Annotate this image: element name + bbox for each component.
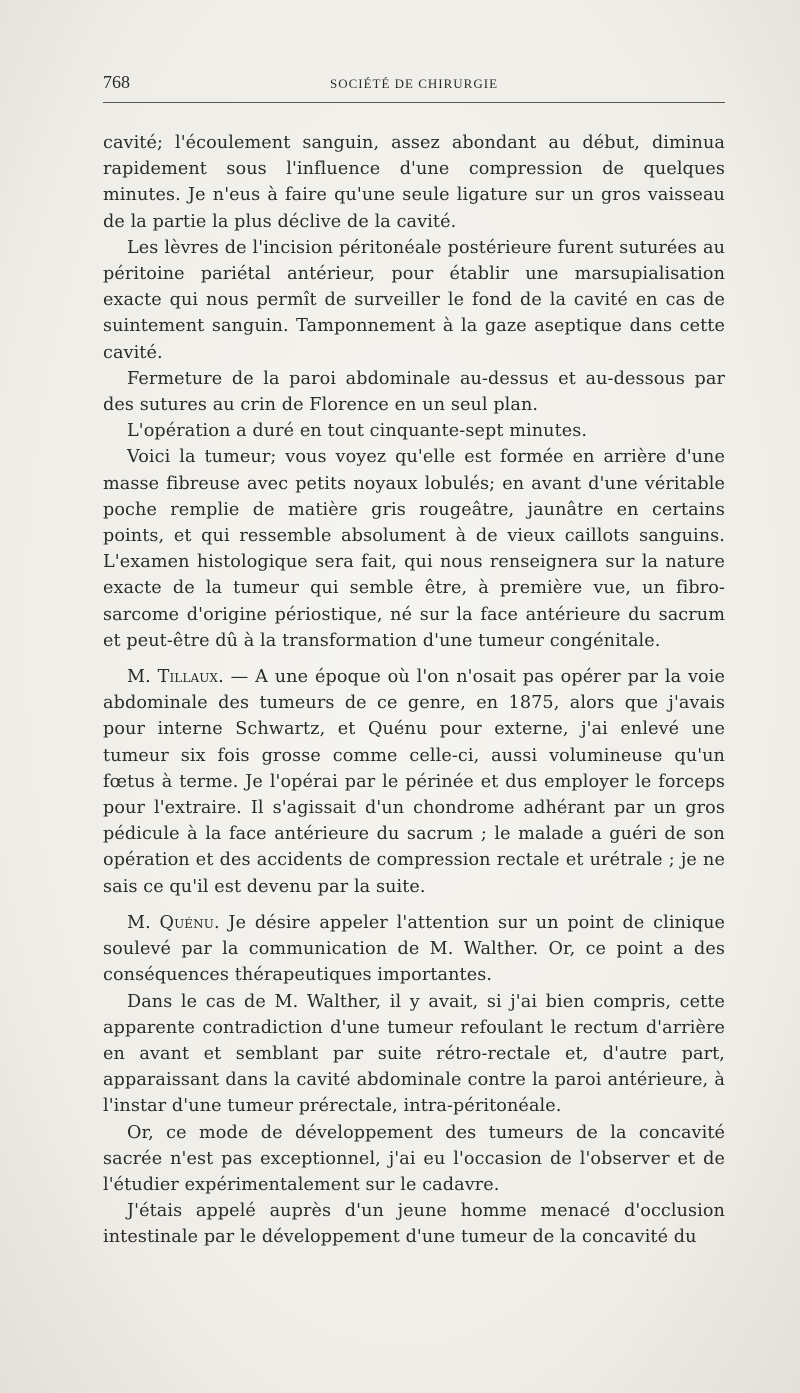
paragraph: Dans le cas de M. Walther, il y avait, si j'ai bien compris, cette apparente contradiction d'une tumeur refoulant le rectum d'arrière en avant et semblant par suite rétro-rectale et, d'autre part, apparaissant dans la cavité abdominale contre la paroi antérieure, à l'instar d'une tumeur prérectale, intra-péritonéale. — [103, 991, 725, 1117]
speaker-name: M. Quénu. — [127, 912, 220, 933]
speaker-text: — A une époque où l'on n'osait pas opérer par la voie abdominale des tumeurs de ce genre, en 1875, alors que j'avais pour interne Schwartz, et Quénu pour externe, j'ai enlevé une tumeur six fois grosse comme celle-ci, aussi volumineuse qu'un fœtus à terme. Je l'opérai par le périnée et dus employer le forceps pour l'extraire. Il s'agissait d'un chondrome adhérant par un gros pédicule à la face antérieure du sacrum ; le malade a guéri de son opération et des accidents de compression rectale et urétrale ; je ne sais ce qu'il est devenu par la suite. — [103, 667, 725, 897]
paragraph: J'étais appelé auprès d'un jeune homme menacé d'occlusion intestinale par le développement d'une tumeur de la concavité du — [103, 1201, 725, 1248]
paragraph: Les lèvres de l'incision péritonéale postérieure furent suturées au péritoine pariétal antérieur, pour établir une marsupialisation exacte qui nous permît de surveiller le fond de la cavité en cas de suintement sanguin. Tamponnement à la gaze aseptique dans cette cavité. — [103, 237, 725, 363]
body-text — [103, 130, 725, 1251]
speaker-text: Je désire appeler l'attention sur un point de clinique soulevé par la communication de M. Walther. Or, ce point a des conséquences thérapeutiques importantes. — [103, 912, 726, 986]
speaker-paragraph — [103, 664, 725, 900]
paragraph: Voici la tumeur; vous voyez qu'elle est formée en arrière d'une masse fibreuse avec petits noyaux lobulés; en avant d'une véritable poche remplie de matière gris rougeâtre, jaunâtre en certains points, et qui ressemble absolument à de vieux caillots sanguins. L'examen histologique sera fait, qui nous renseignera sur la nature exacte de la tumeur qui semble être, à première vue, un fibro-sarcome d'origine périostique, né sur la face antérieure du sacrum et peut-être dû à la transformation d'une tumeur congénitale. — [103, 447, 725, 651]
page-header — [103, 70, 725, 103]
paragraph: Fermeture de la paroi abdominale au-dessus et au-dessous par des sutures au crin de Florence en un seul plan. — [103, 368, 725, 416]
speaker-name: M. Tillaux. — [127, 667, 224, 688]
running-head: SOCIÉTÉ DE CHIRURGIE — [329, 76, 499, 91]
paragraph: L'opération a duré en tout cinquante-sept minutes. — [127, 421, 588, 442]
paragraph: Or, ce mode de développement des tumeurs de la concavité sacrée n'est pas exceptionnel, j'ai eu l'occasion de l'observer et de l'étudier expérimentalement sur le cadavre. — [103, 1122, 725, 1195]
page-number: 768 — [103, 72, 130, 92]
speaker-paragraph — [103, 910, 725, 989]
paragraph: cavité; l'écoulement sanguin, assez abondant au début, diminua rapidement sous l'influence d'une compression de quelques minutes. Je n'eus à faire qu'une seule ligature sur un gros vaisseau de la partie la plus déclive de la cavité. — [103, 133, 725, 232]
